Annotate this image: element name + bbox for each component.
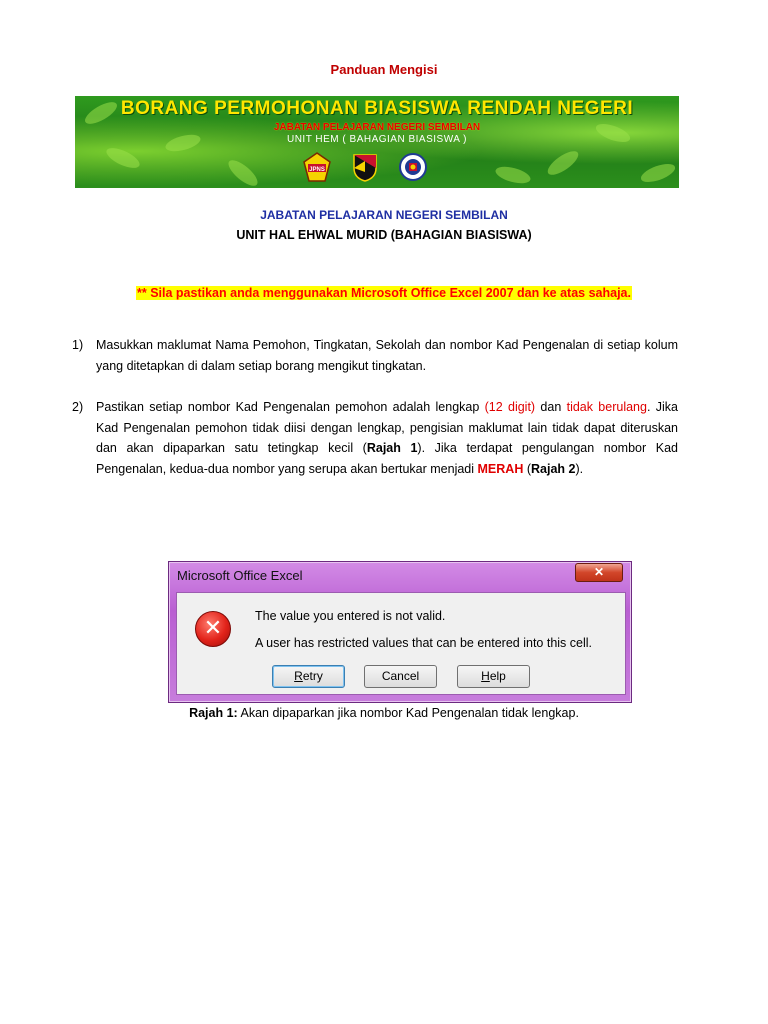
- highlight-12-digit: (12 digit): [484, 400, 536, 414]
- notice-banner: [0, 284, 768, 302]
- close-icon[interactable]: ✕: [575, 563, 623, 582]
- highlight-tidak-berulang: tidak berulang: [566, 400, 647, 414]
- state-crest-icon: [351, 152, 379, 182]
- jpns-logo-icon: [303, 152, 331, 182]
- page-title: Panduan Mengisi: [330, 62, 438, 77]
- caption-text: Akan dipaparkan jika nombor Kad Pengenalan tidak lengkap.: [237, 706, 579, 720]
- instruction-text: Masukkan maklumat Nama Pemohon, Tingkatan, Sekolah dan nombor Kad Pengenalan di setiap kolum yang ditetapkan di dalam setiap borang mengikut tingkatan.: [96, 338, 678, 373]
- banner-heading: BORANG PERMOHONAN BIASISWA RENDAH NEGERI: [120, 98, 634, 119]
- dialog-body: [176, 592, 626, 695]
- retry-button[interactable]: Retry: [272, 665, 345, 688]
- header-banner: [75, 96, 679, 188]
- dialog-title: Microsoft Office Excel: [177, 568, 303, 583]
- dialog-message-primary: The value you entered is not valid.: [255, 609, 446, 623]
- dialog-message-secondary: A user has restricted values that can be entered into this cell.: [255, 636, 592, 650]
- figure-ref-1: Rajah 1: [366, 441, 418, 455]
- instruction-item-1: [72, 335, 678, 376]
- figure-ref-2: Rajah 2: [531, 461, 576, 476]
- instruction-number: 2): [72, 400, 84, 414]
- ministry-emblem-icon: [399, 152, 427, 182]
- error-icon: ✕: [195, 611, 231, 647]
- banner-subheading: JABATAN PELAJARAN NEGERI SEMBILAN: [273, 122, 481, 133]
- banner-unit-line: UNIT HEM ( BAHAGIAN BIASISWA ): [286, 134, 468, 145]
- department-heading: JABATAN PELAJARAN NEGERI SEMBILAN: [260, 208, 508, 222]
- caption-label: Rajah 1:: [189, 706, 238, 720]
- instruction-item-2: [72, 397, 678, 479]
- unit-heading: UNIT HAL EHWAL MURID (BAHAGIAN BIASISWA): [236, 228, 532, 242]
- excel-error-dialog: [168, 561, 632, 703]
- notice-text: ** Sila pastikan anda menggunakan Microsoft Office Excel 2007 dan ke atas sahaja.: [137, 286, 631, 300]
- highlight-merah: MERAH: [477, 461, 524, 476]
- instruction-text: Pastikan setiap nombor Kad Pengenalan pemohon adalah lengkap (12 digit) dan tidak berulang. Jika Kad Pengenalan pemohon tidak diisi dengan lengkap, pengisian maklumat lain tidak dapat diteruskan dan akan dipaparkan satu tetingkap kecil (Rajah 1). Jika terdapat pengulangan nombor Kad Pengenalan, kedua-dua nombor yang serupa akan bertukar menjadi MERAH (Rajah 2).: [96, 400, 678, 476]
- svg-text:JPNS: JPNS: [309, 167, 325, 173]
- cancel-button[interactable]: Cancel: [364, 665, 437, 688]
- figure-caption: [0, 706, 768, 720]
- instruction-number: 1): [72, 338, 84, 352]
- help-button[interactable]: Help: [457, 665, 530, 688]
